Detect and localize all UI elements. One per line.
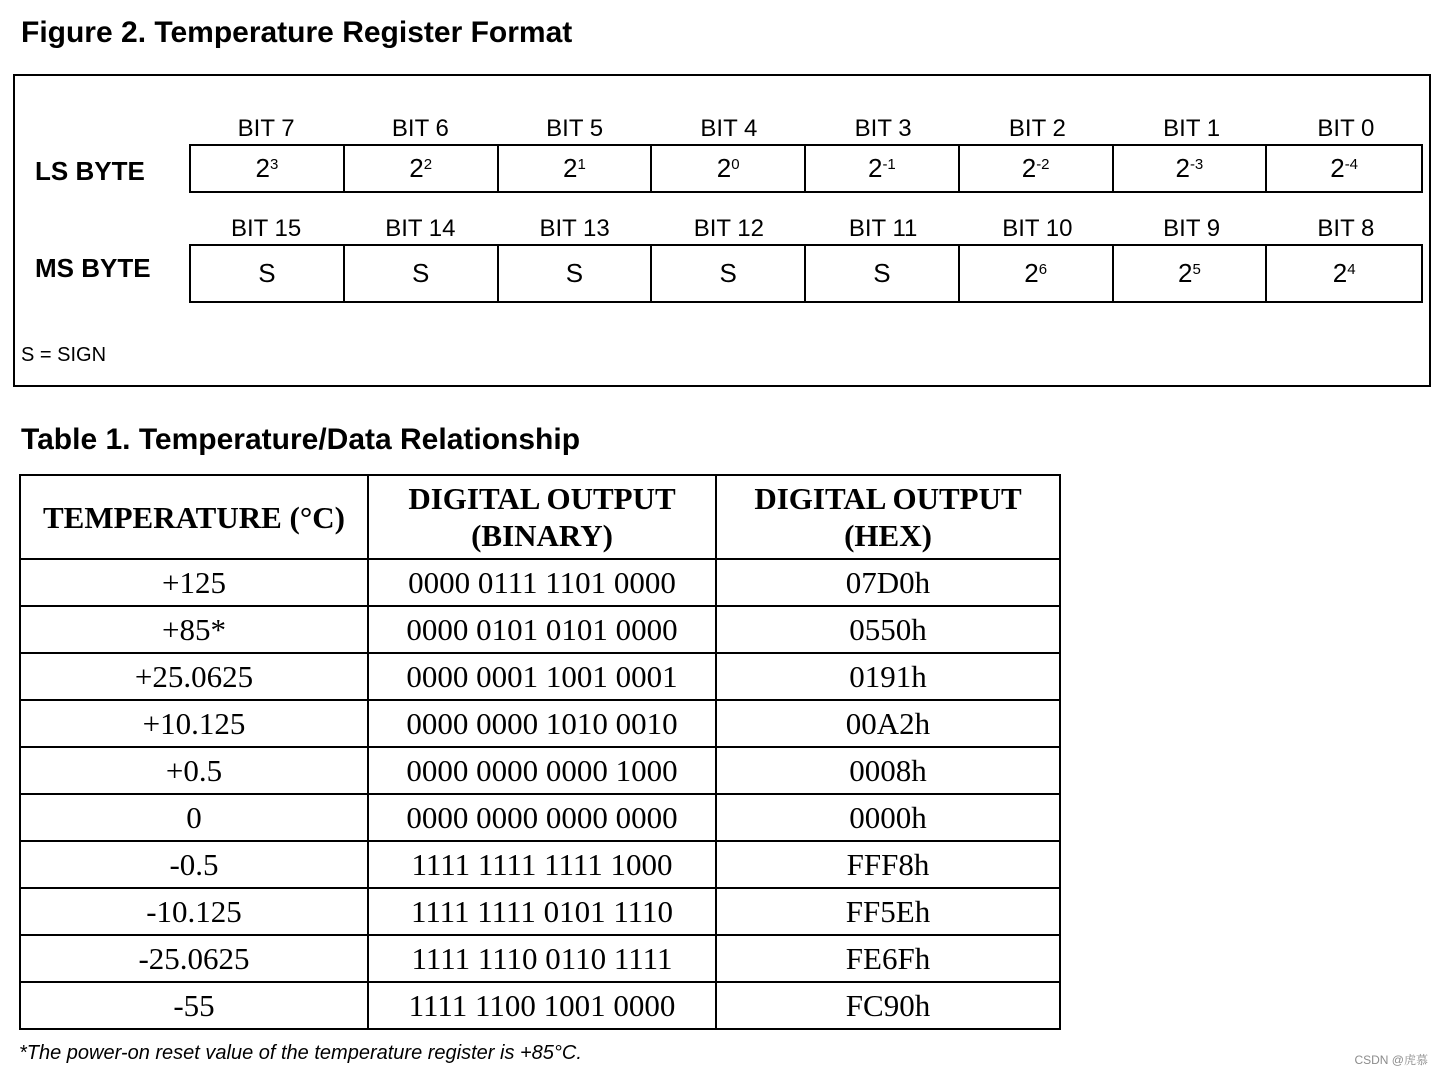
cell-hex: 0000h xyxy=(716,794,1060,841)
register-format-figure xyxy=(13,74,1431,387)
bit-weight-cell xyxy=(652,246,806,301)
bit-name: BIT 9 xyxy=(1163,215,1221,242)
cell-hex: FE6Fh xyxy=(716,935,1060,982)
table-row xyxy=(20,559,1060,606)
cell-hex: FF5Eh xyxy=(716,888,1060,935)
cell-binary: 1111 1100 1001 0000 xyxy=(368,982,716,1029)
bit-name: BIT 6 xyxy=(391,115,449,142)
bit-weight-cell xyxy=(652,146,806,191)
bit-name: BIT 5 xyxy=(546,115,604,142)
cell-temperature: +85* xyxy=(20,606,368,653)
cell-hex: FFF8h xyxy=(716,841,1060,888)
bit-weight-exponent: 6 xyxy=(1038,261,1048,278)
bit-name: BIT 15 xyxy=(230,215,302,242)
table-row xyxy=(20,982,1060,1029)
cell-binary: 0000 0000 0000 1000 xyxy=(368,747,716,794)
bit-weight-exponent: -1 xyxy=(882,156,896,173)
cell-temperature: -10.125 xyxy=(20,888,368,935)
cell-temperature: +0.5 xyxy=(20,747,368,794)
ms-byte-row xyxy=(189,214,1423,303)
cell-hex: 07D0h xyxy=(716,559,1060,606)
ls-bit-cells xyxy=(189,144,1423,193)
cell-temperature: -55 xyxy=(20,982,368,1029)
bit-name: BIT 14 xyxy=(385,215,456,242)
bit-name: BIT 8 xyxy=(1317,215,1375,242)
bit-weight-exponent: 0 xyxy=(731,156,740,173)
cell-hex: 00A2h xyxy=(716,700,1060,747)
ls-byte-row xyxy=(189,114,1423,193)
bit-weight-cell xyxy=(345,246,499,301)
bit-name: BIT 12 xyxy=(693,215,764,242)
cell-binary: 0000 0000 0000 0000 xyxy=(368,794,716,841)
bit-weight-base: 2 xyxy=(1021,153,1037,183)
cell-binary: 1111 1111 0101 1110 xyxy=(368,888,716,935)
bit-weight-base: 2 xyxy=(1330,153,1345,183)
sign-note: S = SIGN xyxy=(21,344,107,366)
bit-weight-base: S xyxy=(873,258,891,288)
bit-weight-cell xyxy=(191,146,345,191)
bit-weight-cell xyxy=(1114,246,1268,301)
table-header-row xyxy=(20,475,1060,559)
bit-weight-exponent: -4 xyxy=(1344,156,1359,173)
bit-weight-base: 2 xyxy=(255,153,270,183)
header-temperature xyxy=(20,475,368,559)
cell-temperature: +25.0625 xyxy=(20,653,368,700)
bit-weight-cell xyxy=(806,246,960,301)
header-binary xyxy=(368,475,716,559)
bit-weight-base: S xyxy=(565,258,584,288)
bit-name: BIT 3 xyxy=(854,115,912,142)
cell-hex: 0008h xyxy=(716,747,1060,794)
bit-name: BIT 7 xyxy=(237,115,295,142)
table-row xyxy=(20,794,1060,841)
cell-binary: 0000 0101 0101 0000 xyxy=(368,606,716,653)
bit-weight-base: 2 xyxy=(867,153,883,183)
bit-weight-cell xyxy=(960,146,1114,191)
header-hex xyxy=(716,475,1060,559)
footnote: *The power-on reset value of the temperature register is +85°C. xyxy=(19,1042,582,1064)
bit-name: BIT 0 xyxy=(1317,115,1375,142)
bit-weight-base: S xyxy=(258,258,276,288)
bit-weight-base: 2 xyxy=(562,153,578,183)
bit-weight-base: S xyxy=(719,258,737,288)
bit-name: BIT 13 xyxy=(539,215,610,242)
ms-bit-names xyxy=(189,214,1423,244)
bit-weight-base: 2 xyxy=(1024,258,1039,288)
cell-temperature: -0.5 xyxy=(20,841,368,888)
bit-name: BIT 11 xyxy=(848,215,918,242)
temperature-data-table xyxy=(19,474,1061,1030)
header-binary-line2: (BINARY) xyxy=(471,518,613,553)
bit-weight-exponent: -3 xyxy=(1189,156,1204,173)
ms-byte-label: MS BYTE xyxy=(35,253,151,283)
table-row xyxy=(20,653,1060,700)
table-title: Table 1. Temperature/Data Relationship xyxy=(21,423,581,456)
bit-weight-exponent: 1 xyxy=(577,156,586,173)
bit-weight-cell xyxy=(1267,146,1421,191)
bit-weight-exponent: 4 xyxy=(1347,261,1356,278)
bit-name: BIT 1 xyxy=(1163,115,1221,142)
table-row xyxy=(20,888,1060,935)
ms-bit-cells xyxy=(189,244,1423,303)
bit-weight-exponent: 5 xyxy=(1192,261,1201,278)
bit-weight-base: 2 xyxy=(1175,153,1190,183)
cell-binary: 0000 0001 1001 0001 xyxy=(368,653,716,700)
table-row xyxy=(20,935,1060,982)
table-body xyxy=(20,559,1060,1029)
header-hex-line1: DIGITAL OUTPUT xyxy=(754,481,1022,516)
bit-weight-exponent: -2 xyxy=(1036,156,1050,173)
cell-binary: 0000 0111 1101 0000 xyxy=(368,559,716,606)
bit-weight-exponent: 3 xyxy=(269,156,279,173)
bit-weight-cell xyxy=(806,146,960,191)
table-row xyxy=(20,606,1060,653)
bit-weight-cell xyxy=(499,146,653,191)
bit-name: BIT 10 xyxy=(1002,215,1073,242)
bit-weight-cell xyxy=(345,146,499,191)
header-binary-line1: DIGITAL OUTPUT xyxy=(408,481,676,516)
ls-byte-label: LS BYTE xyxy=(35,156,145,186)
cell-temperature: -25.0625 xyxy=(20,935,368,982)
figure-title: Figure 2. Temperature Register Format xyxy=(21,16,573,49)
table-row xyxy=(20,841,1060,888)
bit-weight-cell xyxy=(1267,246,1421,301)
bit-name: BIT 2 xyxy=(1008,115,1066,142)
ls-bit-names xyxy=(189,114,1423,144)
table-row xyxy=(20,700,1060,747)
cell-hex: 0550h xyxy=(716,606,1060,653)
bit-weight-base: 2 xyxy=(409,153,424,183)
bit-weight-cell xyxy=(1114,146,1268,191)
cell-binary: 1111 1111 1111 1000 xyxy=(368,841,716,888)
cell-binary: 0000 0000 1010 0010 xyxy=(368,700,716,747)
bit-weight-exponent: 2 xyxy=(423,156,433,173)
table-row xyxy=(20,747,1060,794)
bit-weight-base: 2 xyxy=(716,153,732,183)
bit-weight-base: 2 xyxy=(1332,258,1348,288)
bit-weight-cell xyxy=(191,246,345,301)
header-hex-line2: (HEX) xyxy=(844,518,932,553)
header-temperature-text: TEMPERATURE (°C) xyxy=(42,499,345,535)
bit-name: BIT 4 xyxy=(700,115,758,142)
bit-weight-cell xyxy=(960,246,1114,301)
cell-hex: FC90h xyxy=(716,982,1060,1029)
bit-weight-base: 2 xyxy=(1177,258,1193,288)
bit-weight-cell xyxy=(499,246,653,301)
cell-binary: 1111 1110 0110 1111 xyxy=(368,935,716,982)
watermark: CSDN @虎慕 xyxy=(1354,1053,1428,1067)
cell-temperature: +10.125 xyxy=(20,700,368,747)
cell-hex: 0191h xyxy=(716,653,1060,700)
cell-temperature: +125 xyxy=(20,559,368,606)
bit-weight-base: S xyxy=(411,258,430,288)
cell-temperature: 0 xyxy=(20,794,368,841)
